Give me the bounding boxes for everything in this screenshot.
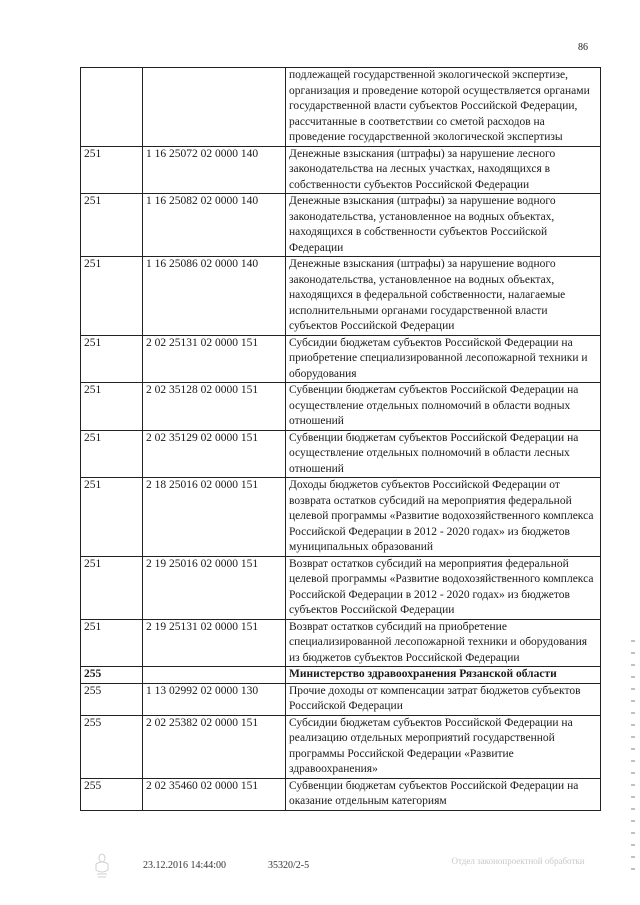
table-row [81, 556, 601, 619]
administrator-code-cell: 255 [81, 683, 143, 715]
table-row [81, 383, 601, 431]
revenue-name-cell: подлежащей государственной экологической экспертизе, организация и проведение которой осуществляется органами государственной власти субъектов Российской Федерации, рассчитанные в соответствии со сметой расходов на проведение государственной экологической экспертизы [286, 68, 601, 147]
table-row [81, 683, 601, 715]
revenue-name-cell: Возврат остатков субсидий на приобретение специализированной лесопожарной техники и оборудования из бюджетов субъектов Российской Федерации [286, 619, 601, 667]
administrator-code-cell: 255 [81, 715, 143, 778]
revenue-name-cell: Денежные взыскания (штрафы) за нарушение водного законодательства, установленное на водных объектах, находящихся в собственности субъектов Российской Федерации [286, 194, 601, 257]
footer-date: 23.12.2016 14:44:00 [143, 860, 227, 871]
administrator-code-cell: 251 [81, 430, 143, 478]
section-header-row [81, 667, 601, 684]
administrator-code-cell: 251 [81, 335, 143, 383]
revenue-name-cell: Прочие доходы от компенсации затрат бюджетов субъектов Российской Федерации [286, 683, 601, 715]
administrator-code-cell: 251 [81, 146, 143, 194]
revenue-name-cell: Субсидии бюджетам субъектов Российской Федерации на реализацию отдельных мероприятий государственной программы Российской Федерации «Развитие здравоохранения» [286, 715, 601, 778]
administrator-code-cell: 251 [81, 383, 143, 431]
budget-classification-code-cell [143, 68, 286, 147]
budget-classification-code-cell: 2 02 35128 02 0000 151 [143, 383, 286, 431]
revenue-name-cell: Возврат остатков субсидий на мероприятия федеральной целевой программы «Развитие водохозяйственного комплекса Российской Федерации в 2012 - 2020 годах» из бюджетов субъектов Российской Федерации [286, 556, 601, 619]
table-row [81, 715, 601, 778]
budget-classification-code-cell [143, 667, 286, 684]
administrator-code-cell: 251 [81, 194, 143, 257]
administrator-code-cell: 255 [81, 778, 143, 810]
budget-classification-code-cell: 2 19 25016 02 0000 151 [143, 556, 286, 619]
document-stamp-icon [92, 852, 112, 880]
table-row [81, 194, 601, 257]
revenue-name-cell: Субвенции бюджетам субъектов Российской Федерации на осуществление отдельных полномочий в области водных отношений [286, 383, 601, 431]
revenue-name-cell: Доходы бюджетов субъектов Российской Федерации от возврата остатков субсидий на мероприятия федеральной целевой программы «Развитие водохозяйственного комплекса Российской Федерации в 2012 - 2020 годах» из бюджетов муниципальных образований [286, 478, 601, 557]
revenue-name-cell: Субвенции бюджетам субъектов Российской Федерации на оказание отдельным категориям [286, 778, 601, 810]
table-row [81, 778, 601, 810]
budget-classification-code-cell: 1 13 02992 02 0000 130 [143, 683, 286, 715]
table-row [81, 478, 601, 557]
footer-document-code: 35320/2-5 [268, 860, 310, 871]
table-row [81, 430, 601, 478]
table-row [81, 257, 601, 336]
budget-classification-code-cell: 2 02 25131 02 0000 151 [143, 335, 286, 383]
revenue-name-cell: Денежные взыскания (штрафы) за нарушение водного законодательства, установленное на водных объектах, находящихся в федеральной собственности, налагаемые исполнительными органами государственной власти субъектов Российской Федерации [286, 257, 601, 336]
administrator-code-cell: 251 [81, 478, 143, 557]
revenue-name-cell: Денежные взыскания (штрафы) за нарушение лесного законодательства на лесных участках, находящихся в собственности субъектов Российской Федерации [286, 146, 601, 194]
budget-classification-code-cell: 1 16 25072 02 0000 140 [143, 146, 286, 194]
budget-classification-code-cell: 2 18 25016 02 0000 151 [143, 478, 286, 557]
administrator-code-cell [81, 68, 143, 147]
administrator-code-cell: 251 [81, 257, 143, 336]
budget-classification-code-cell: 2 02 35129 02 0000 151 [143, 430, 286, 478]
budget-classification-code-cell: 2 02 35460 02 0000 151 [143, 778, 286, 810]
budget-classification-code-cell: 1 16 25086 02 0000 140 [143, 257, 286, 336]
administrator-code-cell: 255 [81, 667, 143, 684]
revenue-name-cell: Субсидии бюджетам субъектов Российской Федерации на приобретение специализированной лесопожарной техники и оборудования [286, 335, 601, 383]
table-row [81, 68, 601, 147]
table-body [81, 68, 601, 811]
revenue-name-cell: Субвенции бюджетам субъектов Российской Федерации на осуществление отдельных полномочий в области лесных отношений [286, 430, 601, 478]
page-number: 86 [578, 42, 588, 53]
administrator-code-cell: 251 [81, 556, 143, 619]
table-row [81, 619, 601, 667]
budget-classification-code-cell: 1 16 25082 02 0000 140 [143, 194, 286, 257]
budget-classification-code-cell: 2 19 25131 02 0000 151 [143, 619, 286, 667]
table-row [81, 335, 601, 383]
scan-edge-marks [631, 640, 635, 880]
budget-classification-code-cell: 2 02 25382 02 0000 151 [143, 715, 286, 778]
revenue-name-cell: Министерство здравоохранения Рязанской области [286, 667, 601, 684]
revenue-codes-table [80, 67, 601, 811]
table-row [81, 146, 601, 194]
administrator-code-cell: 251 [81, 619, 143, 667]
watermark-text: Отдел законопроектной обработки [451, 856, 585, 866]
